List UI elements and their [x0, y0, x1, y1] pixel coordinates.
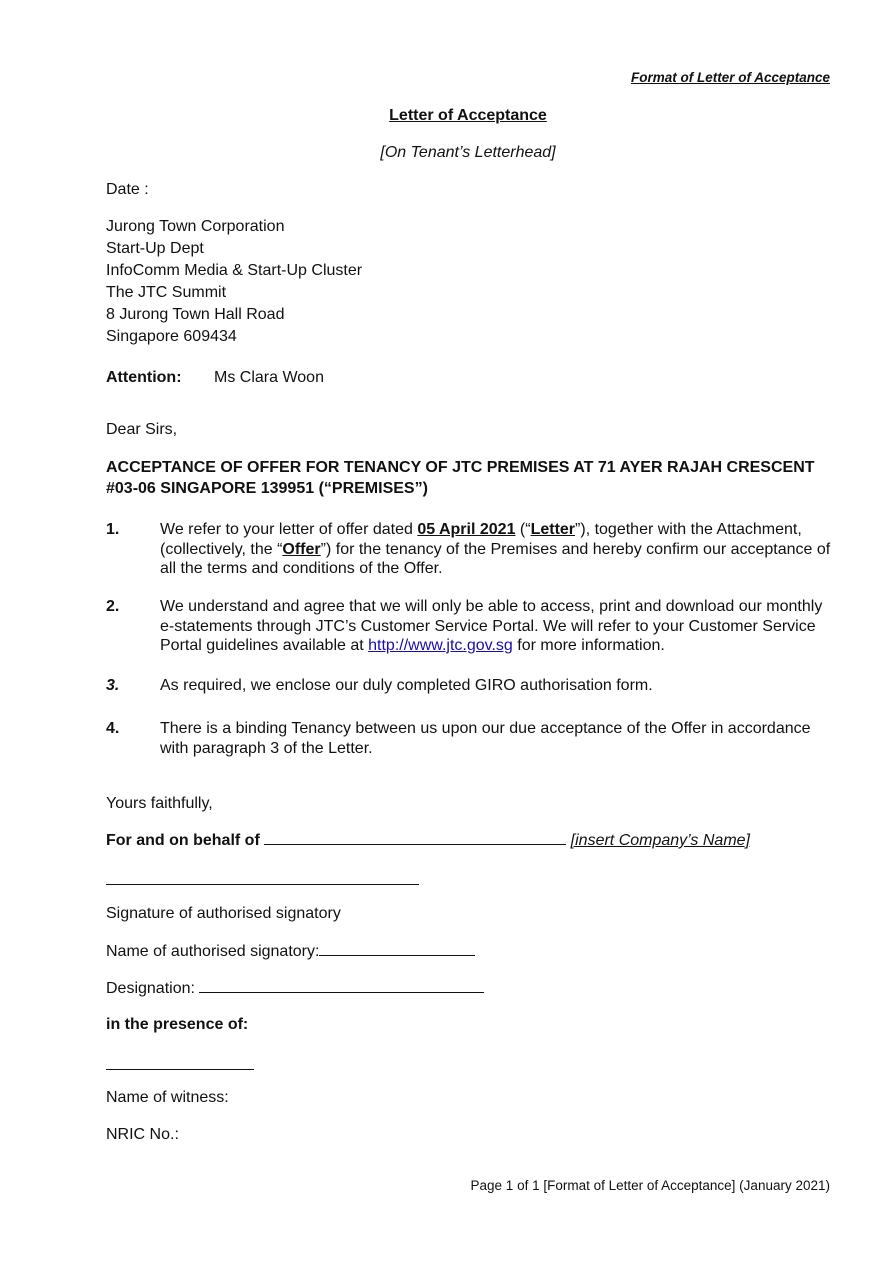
- nric-label: NRIC No.:: [106, 1126, 179, 1143]
- address-line: 8 Jurong Town Hall Road: [106, 306, 285, 323]
- attention-label: Attention:: [106, 369, 182, 386]
- format-header: Format of Letter of Acceptance: [630, 70, 830, 85]
- text-run: We understand and agree that we will only be able to access, print and download our monthly e-statements through JTC’s Customer Service Portal. We will refer to your Customer Service Portal guidelines available at: [160, 598, 823, 654]
- signature-label: Signature of authorised signatory: [106, 905, 341, 922]
- subject-heading: ACCEPTANCE OF OFFER FOR TENANCY OF JTC PREMISES AT 71 AYER RAJAH CRESCENT #03-06 SINGAPORE 139951 (“PREMISES”): [106, 459, 815, 497]
- paragraph-text: [160, 597, 836, 656]
- document-title: Letter of Acceptance: [389, 107, 547, 124]
- recipient-address: [106, 216, 362, 348]
- paragraph-text: As required, we enclose our duly completed GIRO authorisation form.: [160, 677, 653, 694]
- witness-signature-line[interactable]: [106, 1069, 254, 1070]
- text-run: for more information.: [512, 637, 665, 654]
- letterhead-note: [On Tenant’s Letterhead]: [380, 144, 556, 161]
- attention-name: Ms Clara Woon: [214, 369, 324, 386]
- presence-label: in the presence of:: [106, 1016, 249, 1033]
- witness-name-label: Name of witness:: [106, 1089, 229, 1106]
- text-run: (“: [515, 521, 531, 538]
- signature-line[interactable]: [106, 884, 419, 885]
- address-line: Jurong Town Corporation: [106, 218, 285, 235]
- signatory-name-row: [106, 941, 475, 962]
- address-line: Singapore 609434: [106, 328, 237, 345]
- closing: Yours faithfully,: [106, 795, 213, 812]
- designation-row: [106, 978, 484, 999]
- defined-term-letter: Letter: [530, 521, 576, 538]
- offer-date: 05 April 2021: [417, 521, 516, 538]
- company-name-placeholder: [insert Company’s Name]: [570, 832, 750, 849]
- defined-term-offer: Offer: [282, 540, 321, 558]
- salutation: Dear Sirs,: [106, 421, 178, 438]
- paragraph-number: 4.: [106, 720, 120, 737]
- page-footer: Page 1 of 1 [Format of Letter of Acceptance] (January 2021): [470, 1178, 830, 1193]
- signatory-name-label: Name of authorised signatory:: [106, 943, 320, 960]
- address-line: InfoComm Media & Start-Up Cluster: [106, 262, 363, 279]
- signatory-name-blank[interactable]: [319, 941, 475, 956]
- text-run: ”) for the tenancy of the Premises and hereby confirm our acceptance of all the terms and conditions of the Offer.: [160, 540, 831, 577]
- behalf-line: [106, 830, 750, 851]
- paragraph-number: 2.: [106, 598, 120, 615]
- designation-blank[interactable]: [199, 978, 484, 993]
- date-label: Date :: [106, 181, 149, 198]
- paragraph-number: 1.: [106, 521, 120, 538]
- paragraph-text: [160, 520, 836, 579]
- jtc-website-link[interactable]: http://www.jtc.gov.sg: [368, 637, 513, 654]
- paragraph-text: There is a binding Tenancy between us upon our due acceptance of the Offer in accordance with paragraph 3 of the Letter.: [160, 720, 811, 757]
- designation-label: Designation:: [106, 980, 195, 997]
- behalf-label: For and on behalf of: [106, 832, 260, 849]
- text-run: ”), together with the Attachment, (collectively, the “: [160, 521, 802, 558]
- text-run: We refer to your letter of offer dated: [160, 521, 418, 538]
- company-name-blank[interactable]: [264, 830, 566, 845]
- address-line: The JTC Summit: [106, 284, 227, 301]
- address-line: Start-Up Dept: [106, 240, 204, 257]
- paragraph-number: 3.: [106, 677, 120, 694]
